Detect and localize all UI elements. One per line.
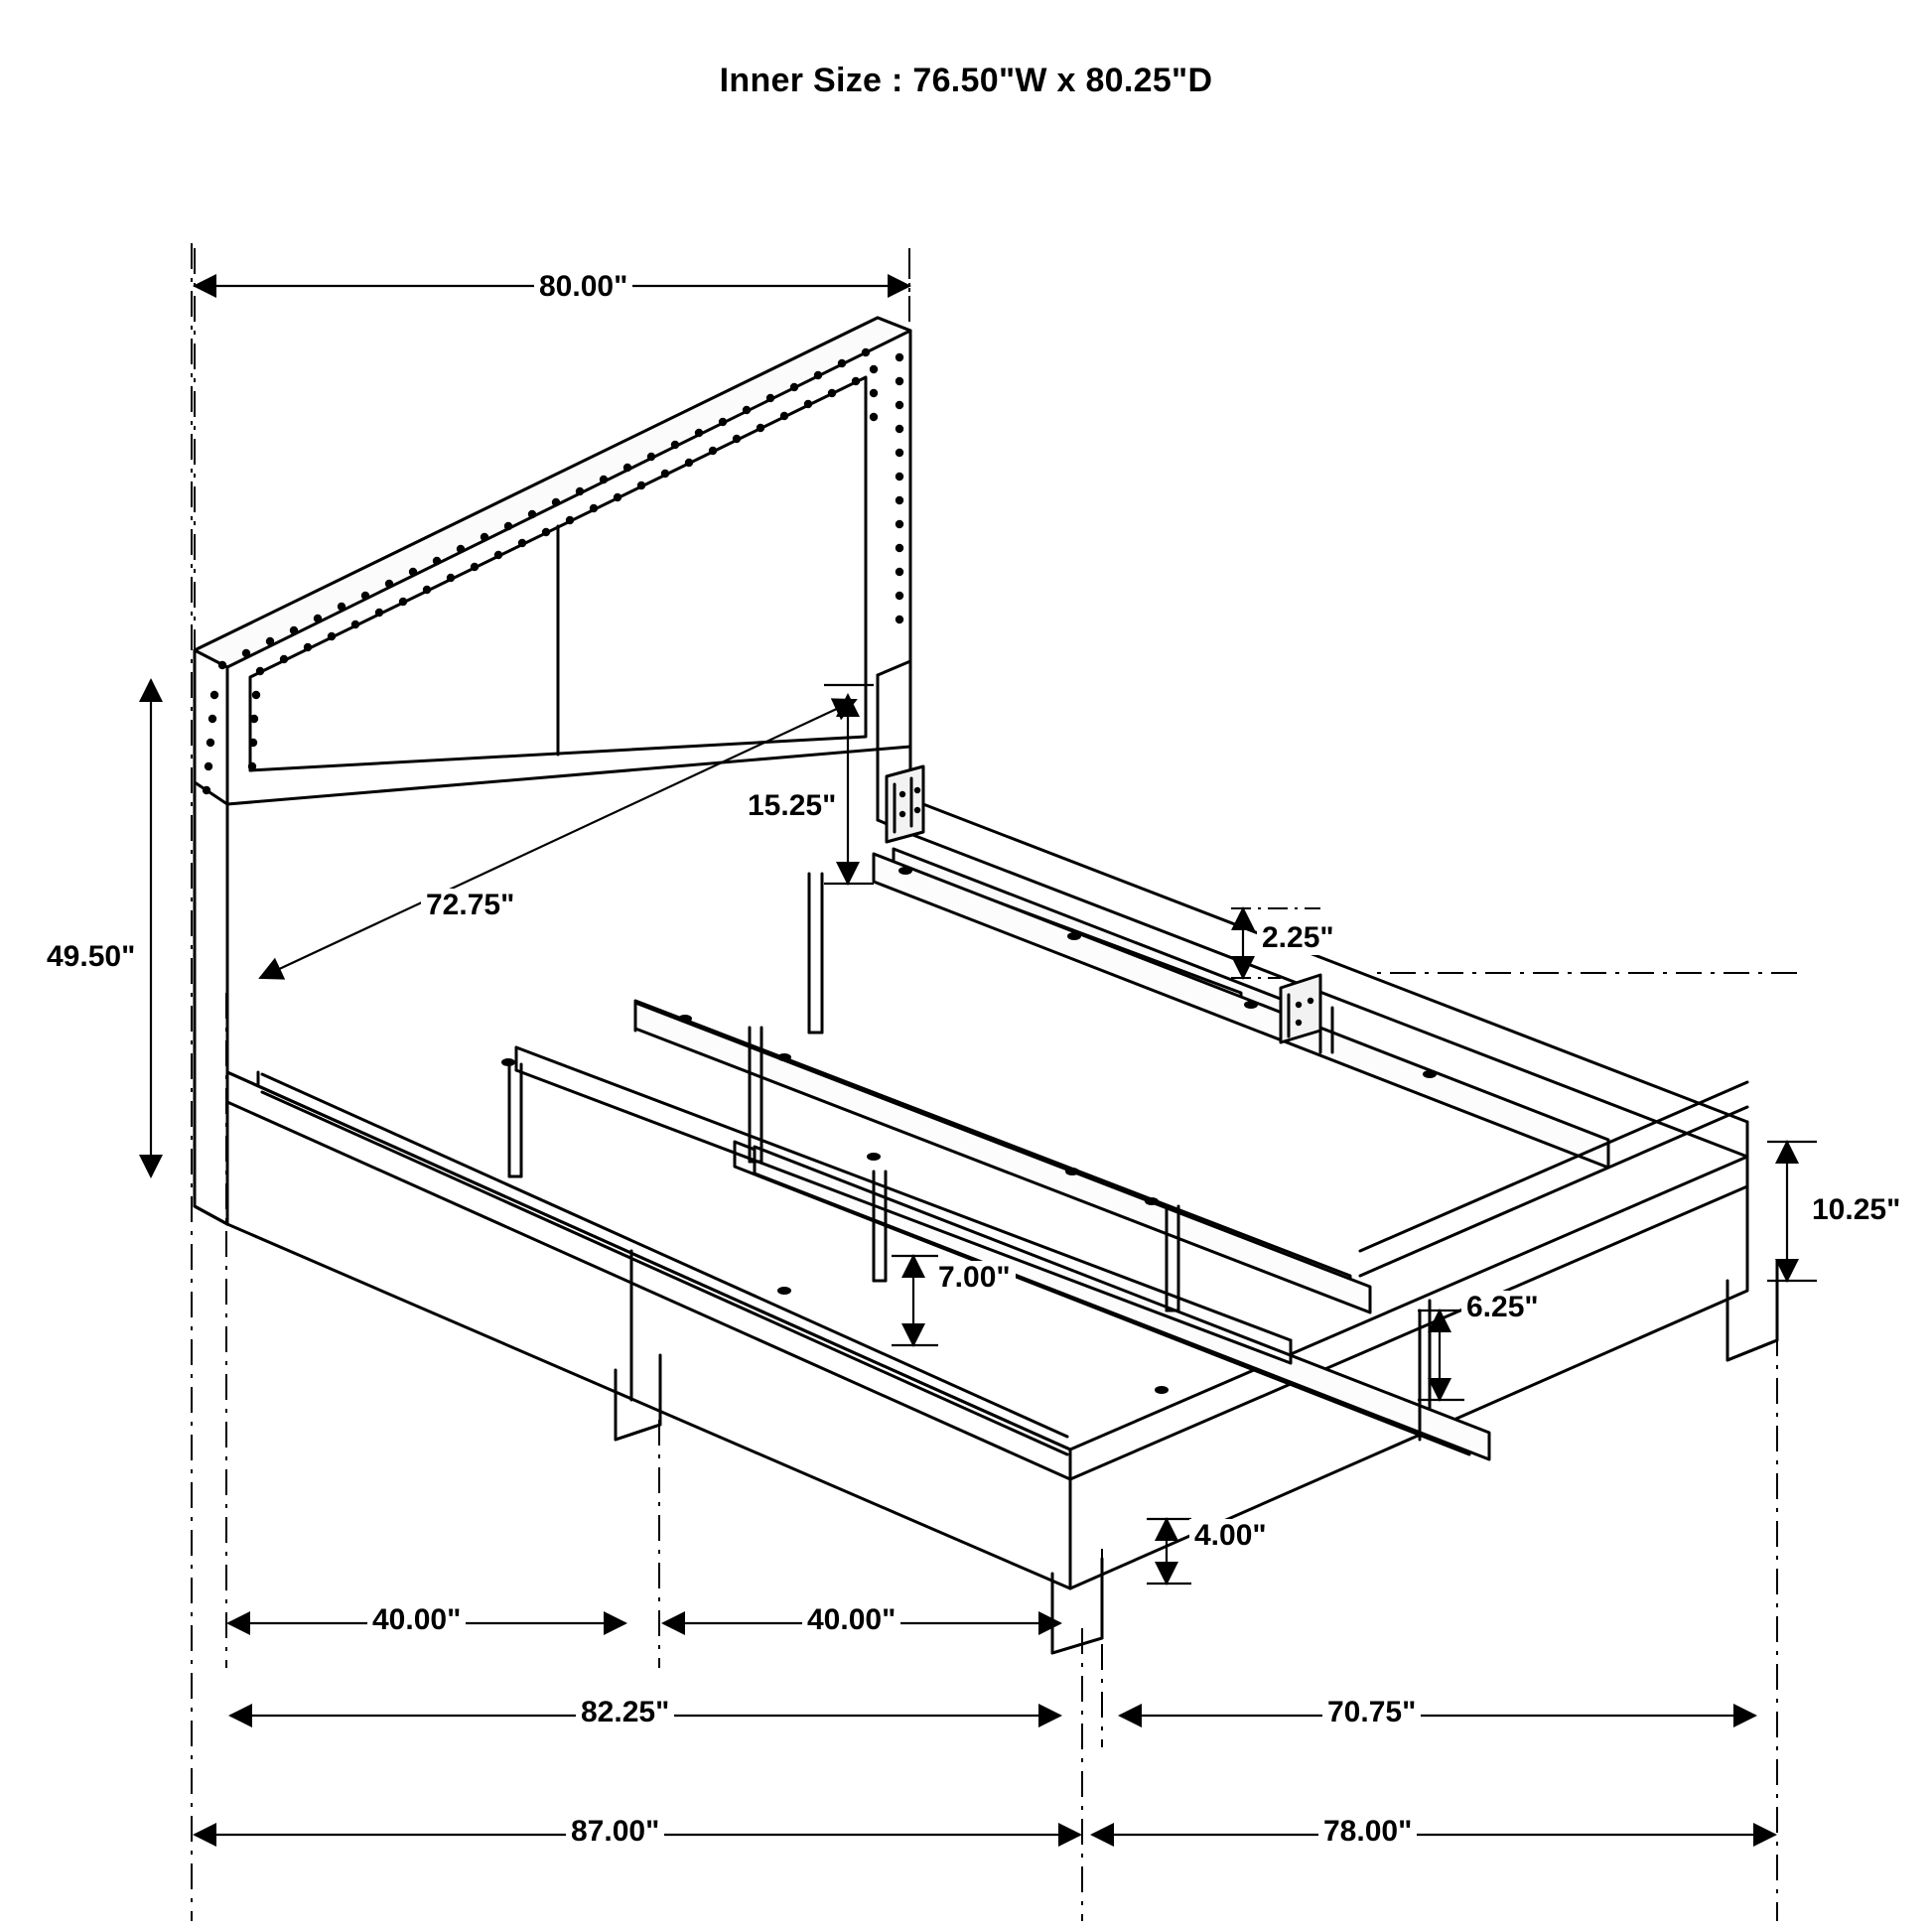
dim-foot-segment-right: 40.00" (802, 1603, 900, 1637)
page-title: Inner Size : 76.50"W x 80.25"D (719, 62, 1213, 99)
dim-bed-length-inner: 82.25" (576, 1696, 674, 1729)
dim-bed-side-depth: 70.75" (1322, 1696, 1421, 1729)
dim-slat-height: 7.00" (933, 1261, 1016, 1295)
dim-leg-height: 4.00" (1189, 1519, 1272, 1553)
dim-bed-length-outer: 87.00" (566, 1815, 664, 1849)
dim-headboard-height: 49.50" (42, 940, 140, 974)
dim-rail-depth: 6.25" (1461, 1291, 1544, 1324)
dim-foot-segment-left: 40.00" (367, 1603, 466, 1637)
dim-headboard-panel-width: 72.75" (421, 889, 519, 922)
dim-headboard-width: 80.00" (534, 270, 632, 304)
dim-headboard-clearance: 15.25" (743, 789, 841, 823)
dim-side-rail-height: 10.25" (1807, 1193, 1905, 1227)
dim-bed-outer-depth: 78.00" (1318, 1815, 1417, 1849)
dim-rail-ledge: 2.25" (1257, 921, 1339, 955)
